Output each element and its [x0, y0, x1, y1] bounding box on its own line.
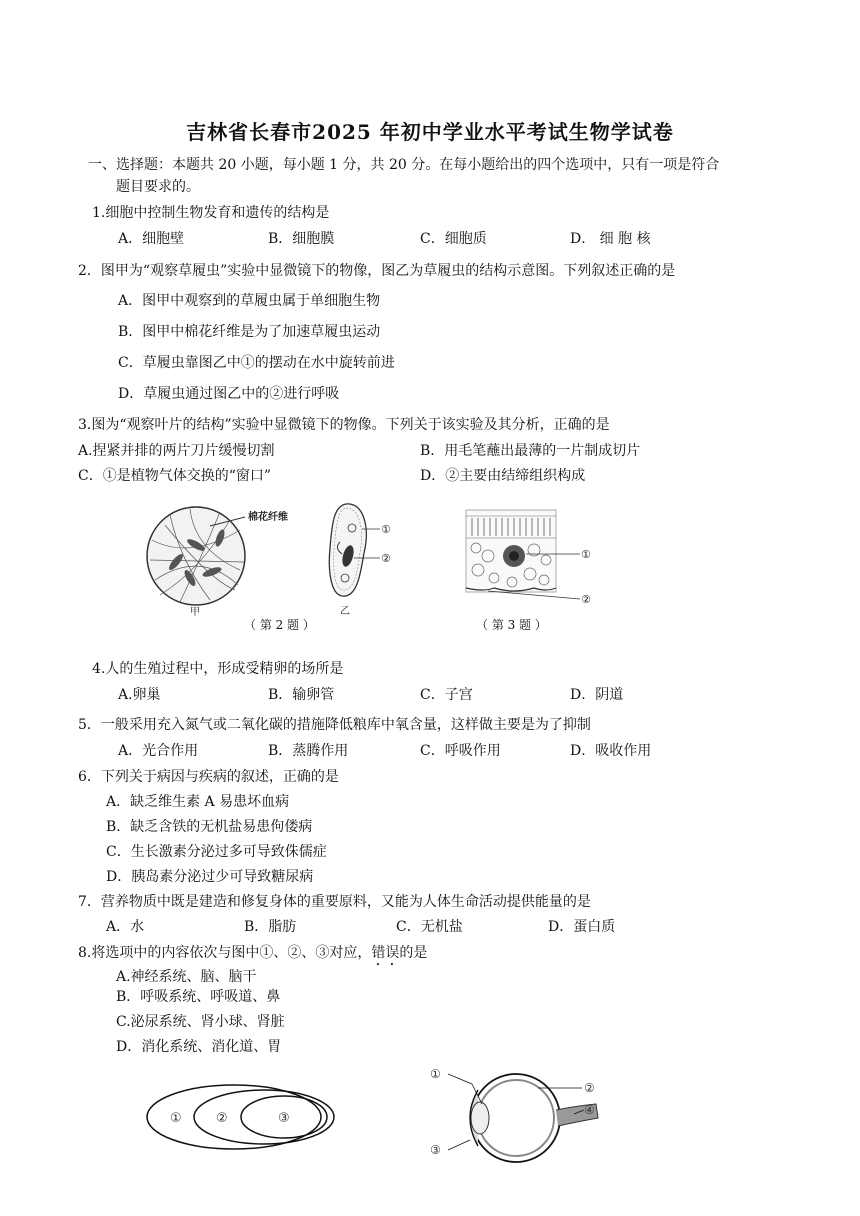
q3-option-d: D．②主要由结缔组织构成	[420, 468, 586, 484]
eye-marker-3: ③	[430, 1143, 441, 1157]
q6-stem: 6．下列关于病因与疾病的叙述，正确的是	[78, 769, 339, 785]
q7-option-b: B．脂肪	[244, 919, 297, 935]
q4-option-d: D．阴道	[570, 687, 624, 703]
q2-stem: 2．图甲为“观察草履虫”实验中显微镜下的物像，图乙为草履虫的结构示意图。下列叙述正确的是	[78, 263, 676, 279]
q6-option-c: C．生长激素分泌过多可导致侏儒症	[106, 844, 327, 860]
leaf-marker-1: ①	[581, 548, 591, 561]
eye-marker-1: ①	[430, 1067, 441, 1081]
figure-caption-q3: （ 第 3 题 ）	[476, 618, 547, 632]
q1-stem: 1.细胞中控制生物发育和遗传的结构是	[92, 205, 330, 221]
figure-caption-q2: （ 第 2 题 ）	[244, 618, 315, 632]
cotton-fiber-label: 棉花纤维	[248, 512, 288, 523]
paramecium-marker-1: ①	[381, 523, 391, 536]
ellipse-marker-3: ③	[278, 1111, 290, 1126]
q7-option-d: D．蛋白质	[548, 919, 616, 935]
figure-nested-ellipses	[144, 1082, 334, 1154]
q3-option-b: B．用毛笔蘸出最薄的一片制成切片	[420, 443, 641, 459]
ellipse-marker-2: ②	[216, 1111, 228, 1126]
q7-option-c: C．无机盐	[396, 919, 463, 935]
q8-stem-c: 的是	[399, 945, 428, 961]
section-instructions-line1: 一、选择题：本题共 20 小题，每小题 1 分，共 20 分。在每小题给出的四个选项中，只有一项是符合	[88, 157, 720, 173]
figure-jia-microscope-view	[140, 500, 300, 620]
q1-option-c: C．细胞质	[420, 231, 487, 247]
q1-option-a: A．细胞壁	[118, 231, 185, 247]
q7-option-a: A．水	[106, 919, 145, 935]
figure-yi-label: 乙	[340, 606, 350, 617]
q7-stem: 7．营养物质中既是建造和修复身体的重要原料，又能为人体生命活动提供能量的是	[78, 894, 591, 910]
ellipse-marker-1: ①	[170, 1111, 182, 1126]
q5-option-d: D．吸收作用	[570, 743, 652, 759]
figure-eye-diagram	[426, 1064, 606, 1168]
q5-option-a: A．光合作用	[118, 743, 199, 759]
q6-option-a: A．缺乏维生素 A 易患坏血病	[106, 794, 290, 810]
q8-option-a: A.神经系统、脑、脑干	[116, 969, 257, 985]
q2-option-c: C．草履虫靠图乙中①的摆动在水中旋转前进	[118, 355, 395, 371]
figure-yi-paramecium	[318, 498, 408, 618]
exam-title: 吉林省长春市2025 年初中学业水平考试生物学试卷	[186, 120, 674, 144]
q4-option-b: B．输卵管	[268, 687, 335, 703]
q2-option-a: A．图甲中观察到的草履虫属于单细胞生物	[118, 293, 381, 309]
q2-option-b: B．图甲中棉花纤维是为了加速草履虫运动	[118, 324, 381, 340]
figure-jia-label: 甲	[190, 607, 200, 618]
q4-option-a: A.卵巢	[118, 687, 161, 703]
q5-stem: 5．一般采用充入氮气或二氧化碳的措施降低粮库中氧含量，这样做主要是为了抑制	[78, 717, 591, 733]
q5-option-b: B．蒸腾作用	[268, 743, 349, 759]
eye-marker-2: ②	[584, 1081, 595, 1095]
q8-stem-a: 8.将选项中的内容依次与图中①、②、③对应，	[78, 945, 372, 961]
q8-stem	[78, 944, 427, 969]
q1-option-d: D． 细 胞 核	[570, 231, 651, 247]
figure-leaf-cross-section	[464, 508, 604, 608]
leaf-marker-2: ②	[581, 593, 591, 606]
q8-option-d: D．消化系统、消化道、胃	[116, 1039, 282, 1055]
q6-option-b: B．缺乏含铁的无机盐易患佝偻病	[106, 819, 313, 835]
q2-option-d: D．草履虫通过图乙中的②进行呼吸	[118, 386, 340, 402]
q3-stem: 3.图为“观察叶片的结构”实验中显微镜下的物像。下列关于该实验及其分析，正确的是	[78, 417, 610, 433]
q5-option-c: C．呼吸作用	[420, 743, 501, 759]
q4-stem: 4.人的生殖过程中，形成受精卵的场所是	[92, 661, 344, 677]
q8-option-b: B．呼吸系统、呼吸道、鼻	[116, 989, 281, 1005]
q6-option-d: D．胰岛素分泌过少可导致糖尿病	[106, 869, 314, 885]
q3-option-a: A.捏紧并排的两片刀片缓慢切割	[78, 443, 275, 459]
q8-option-c: C.泌尿系统、肾小球、肾脏	[116, 1014, 285, 1030]
q4-option-c: C．子宫	[420, 687, 473, 703]
section-instructions-line2: 题目要求的。	[116, 179, 200, 195]
q3-option-c: C．①是植物气体交换的“窗口”	[78, 468, 272, 484]
q8-stem-emphasis: 错误	[371, 945, 400, 961]
q1-option-b: B．细胞膜	[268, 231, 335, 247]
eye-marker-4: ④	[584, 1103, 595, 1117]
paramecium-marker-2: ②	[381, 552, 391, 565]
